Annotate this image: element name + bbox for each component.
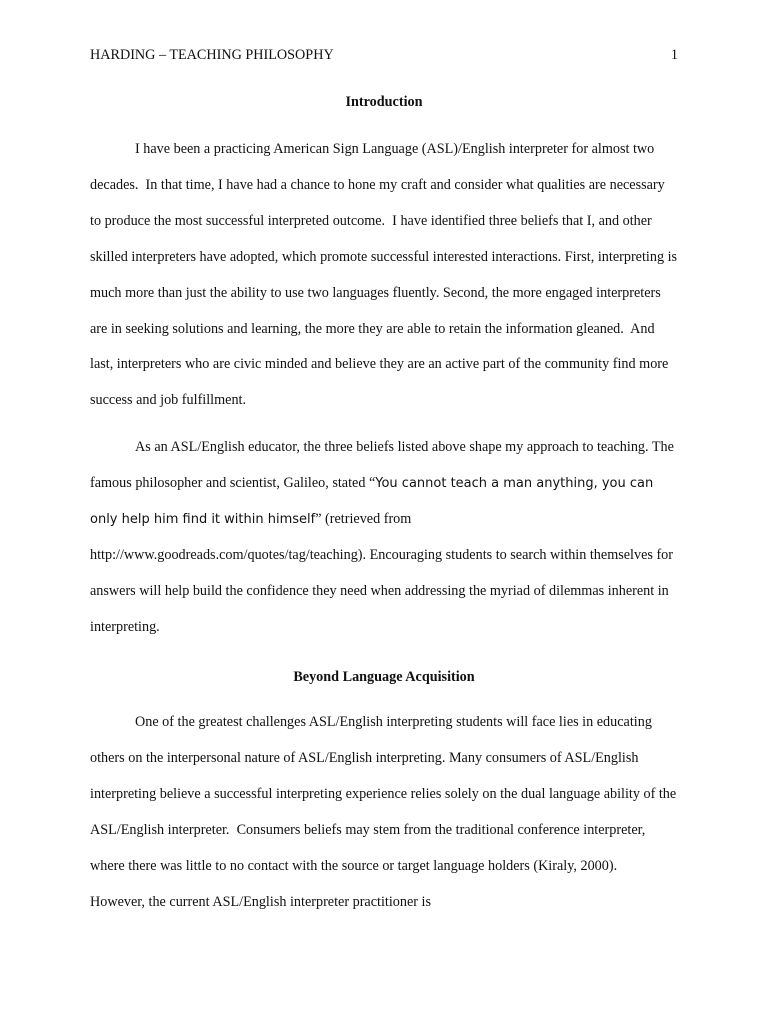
section-heading-beyond-language-acquisition: Beyond Language Acquisition — [293, 669, 475, 685]
running-head — [90, 46, 678, 64]
paragraph-intro-2 — [90, 430, 678, 645]
paragraph-text: As an ASL/English educator, the three beliefs listed above shape my approach to teaching. The famous philosopher and scientist, Galileo, stated “ — [90, 439, 678, 491]
section-heading-introduction: Introduction — [345, 94, 423, 110]
paragraph-beyond-1: One of the greatest challenges ASL/English interpreting students will face lies in educating others on the interpersonal nature of ASL/English interpreting. Many consumers of ASL/English interpreting believe a successful interpreting experience relies solely on the dual language ability of the ASL/English interpreter. Consumers beliefs may stem from the traditional conference interpreter, where there was little to no contact with the source or target language holders (Kiraly, 2000). However, the current ASL/English interpreter practitioner is — [90, 714, 679, 910]
page-number: 1 — [670, 47, 678, 63]
paragraph-intro-1: I have been a practicing American Sign Language (ASL)/English interpreter for almost two decades. In that time, I have had a chance to hone my craft and consider what qualities are necessary to produce the most successful interpreted outcome. I have identified three beliefs that I, and other skilled interpreters have adopted, which promote successful interested interactions. First, interpreting is much more than just the ability to use two languages fluently. Second, the more engaged interpreters are in seeking solutions and learning, the more they are able to retain the information gleaned. And last, interpreters who are civic minded and believe they are an active part of the community find more success and job fulfillment. — [90, 141, 681, 409]
running-head-title: HARDING – TEACHING PHILOSOPHY — [90, 47, 334, 63]
galileo-quote: You cannot teach a man anything, you can only help him find it within himself — [90, 475, 658, 527]
paragraph-text: ” (retrieved from http://www.goodreads.com/quotes/tag/teaching). Encouraging students to search within themselves for answers will help build the confidence they need when addressing the myriad of dilemmas inherent in interpreting. — [90, 510, 677, 635]
